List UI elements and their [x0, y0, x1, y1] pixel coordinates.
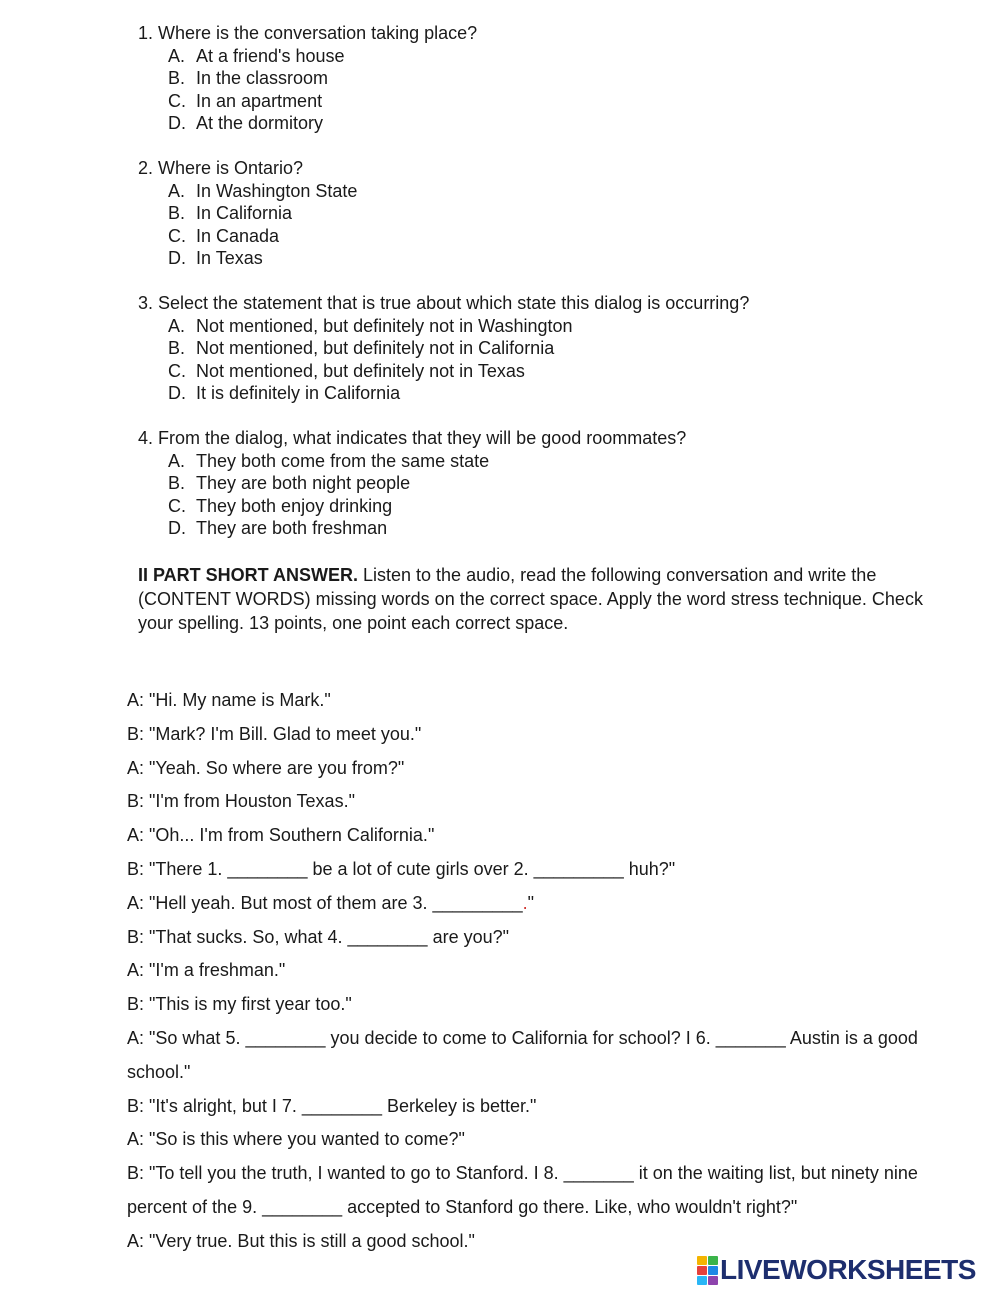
option-letter: D. [168, 518, 186, 539]
option-letter: C. [168, 360, 186, 381]
option-text: Not mentioned, but definitely not in California [196, 338, 555, 359]
dialog-line [127, 887, 927, 921]
option-list [138, 45, 477, 135]
option-text: They both enjoy drinking [196, 495, 393, 516]
option-letter: D. [168, 383, 186, 404]
dialog-line: B: "That sucks. So, what 4. ________ are you?" [127, 926, 510, 947]
option-item [168, 45, 477, 68]
logo-block [708, 1256, 718, 1265]
option-letter: C. [168, 225, 186, 246]
dialog [127, 684, 927, 1259]
dialog-line: A: "So is this where you wanted to come?" [127, 1129, 465, 1150]
option-letter: D. [168, 113, 186, 134]
dialog-line: B: "Mark? I'm Bill. Glad to meet you." [127, 723, 422, 744]
dialog-line: A: "So what 5. ________ you decide to come to California for school? I 6. _______ Austin is a good school." [127, 1027, 918, 1082]
option-item [168, 472, 686, 495]
option-item [168, 517, 686, 540]
short-answer-text: Listen to the audio, read the following conversation and write the (CONTENT WORDS) missing words on the correct space. Apply the word stress technique. Check your spelling. 13 points, one point each correct space. [138, 565, 923, 633]
logo-block [708, 1266, 718, 1275]
option-item [168, 202, 357, 225]
dialog-line: A: "I'm a freshman." [127, 960, 286, 981]
option-item [168, 450, 686, 473]
question-3 [138, 292, 749, 405]
liveworksheets-logo-icon [697, 1256, 718, 1285]
option-letter: B. [168, 203, 186, 224]
option-text: At a friend's house [196, 45, 345, 66]
option-letter: C. [168, 495, 186, 516]
option-item [168, 315, 749, 338]
option-letter: A. [168, 45, 186, 66]
option-list [138, 315, 749, 405]
option-letter: B. [168, 338, 186, 359]
logo-block [697, 1266, 707, 1275]
option-text: In California [196, 203, 293, 224]
option-text: Not mentioned, but definitely not in Texas [196, 360, 525, 381]
logo-block [708, 1276, 718, 1285]
dialog-line: B: "There 1. ________ be a lot of cute girls over 2. _________ huh?" [127, 858, 676, 879]
option-item [168, 337, 749, 360]
option-text: It is definitely in California [196, 383, 401, 404]
short-answer-heading: II PART SHORT ANSWER. [138, 565, 358, 585]
option-item [168, 90, 477, 113]
option-letter: B. [168, 68, 186, 89]
option-list [138, 180, 357, 270]
question-4 [138, 427, 686, 540]
option-text: They are both night people [196, 473, 411, 494]
option-item [168, 247, 357, 270]
logo-block [697, 1276, 707, 1285]
logo-block [697, 1256, 707, 1265]
option-text: In Texas [196, 248, 263, 269]
question-2 [138, 157, 357, 270]
option-text: At the dormitory [196, 113, 324, 134]
dialog-text: " [527, 892, 535, 913]
option-letter: D. [168, 248, 186, 269]
dialog-line: B: "I'm from Houston Texas." [127, 791, 355, 812]
dialog-line: A: "Hi. My name is Mark." [127, 690, 331, 710]
red-dot: . [522, 892, 528, 913]
option-item [168, 495, 686, 518]
option-item [168, 112, 477, 135]
dialog-line: A: "Yeah. So where are you from?" [127, 757, 405, 778]
short-answer-instructions [138, 563, 928, 635]
dialog-line: B: "It's alright, but I 7. ________ Berkeley is better." [127, 1095, 537, 1116]
option-item [168, 382, 749, 405]
option-letter: A. [168, 180, 186, 201]
dialog-line: B: "This is my first year too." [127, 994, 352, 1015]
question-stem: 3. Select the statement that is true about which state this dialog is occurring? [138, 293, 750, 313]
question-1 [138, 22, 477, 135]
liveworksheets-logo [697, 1253, 976, 1287]
dialog-line: B: "To tell you the truth, I wanted to go to Stanford. I 8. _______ it on the waiting list, but ninety nine percent of the 9. ________ accepted to Stanford go there. Like, who wouldn't right?" [127, 1163, 918, 1217]
option-letter: C. [168, 90, 186, 111]
dialog-line: A: "Very true. But this is still a good school." [127, 1230, 475, 1251]
option-letter: A. [168, 315, 186, 336]
brand-name: LIVEWORKSHEETS [720, 1254, 976, 1285]
option-item [168, 67, 477, 90]
option-item [168, 360, 749, 383]
option-text: In the classroom [196, 68, 329, 89]
question-stem: 1. Where is the conversation taking place? [138, 23, 478, 43]
question-stem: 4. From the dialog, what indicates that they will be good roommates? [138, 428, 687, 448]
option-text: In an apartment [196, 90, 323, 111]
question-stem: 2. Where is Ontario? [138, 158, 304, 178]
dialog-line: A: "Oh... I'm from Southern California." [127, 825, 435, 846]
option-text: They are both freshman [196, 518, 388, 539]
option-letter: B. [168, 473, 186, 494]
option-item [168, 180, 357, 203]
option-list [138, 450, 686, 540]
option-item [168, 225, 357, 248]
option-text: They both come from the same state [196, 450, 490, 471]
option-text: In Canada [196, 225, 280, 246]
option-letter: A. [168, 450, 186, 471]
option-text: In Washington State [196, 180, 358, 201]
dialog-text: A: "Hell yeah. But most of them are 3. _________ [127, 892, 523, 913]
option-text: Not mentioned, but definitely not in Washington [196, 315, 573, 336]
